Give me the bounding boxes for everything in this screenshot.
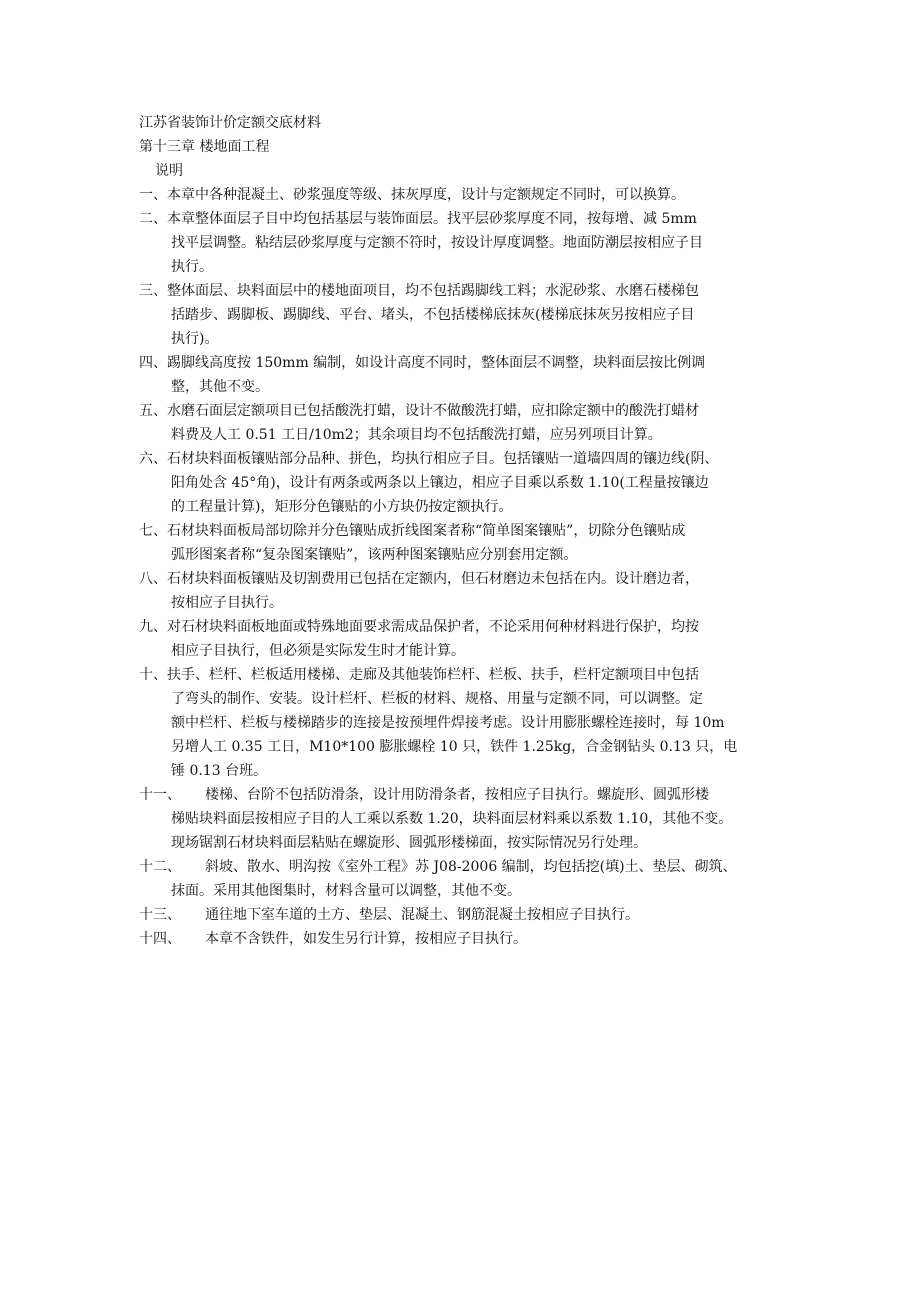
- item-text: 对石材块料面板地面或特殊地面要求需成品保护者，不论采用何种材料进行保护，均按: [167, 619, 699, 635]
- item-text: 执行。: [171, 259, 213, 275]
- item-text: 料费及人工 0.51 工日/10m2；其余项目均不包括酸洗打蜡，应另列项目计算。: [171, 427, 662, 443]
- item-text: 本章不含铁件，如发生另行计算，按相应子目执行。: [205, 931, 527, 947]
- item-number: 八、: [139, 571, 167, 587]
- item-text: 梯贴块料面层按相应子目的人工乘以系数 1.20，块料面层材料乘以系数 1.10，其他不变。: [171, 811, 733, 827]
- item-number: 十、: [139, 667, 167, 683]
- list-item: [139, 903, 799, 927]
- item-text: 额中栏杆、栏板与楼梯踏步的连接是按预埋件焊接考虑。设计用膨胀螺栓连接时，每 10m: [171, 715, 725, 731]
- document-body: [139, 111, 799, 951]
- item-number: 四、: [139, 355, 167, 371]
- item-text: 斜坡、散水、明沟按《室外工程》苏 J08-2006 编制，均包括挖(填)土、垫层、砌筑、: [205, 859, 737, 875]
- item-number: 二、: [139, 211, 167, 227]
- list-item: [139, 207, 799, 279]
- item-text: 了弯头的制作、安装。设计栏杆、栏板的材料、规格、用量与定额不同，可以调整。定: [171, 691, 703, 707]
- item-text: 找平层调整。粘结层砂浆厚度与定额不符时，按设计厚度调整。地面防潮层按相应子目: [171, 235, 703, 251]
- list-item: [139, 447, 799, 519]
- item-text: 另增人工 0.35 工日，M10*100 膨胀螺栓 10 只，铁件 1.25kg，合金钢钻头 0.13 只，电: [171, 739, 738, 755]
- list-item: [139, 615, 799, 663]
- item-number: 十二、: [139, 859, 181, 875]
- list-item: [139, 351, 799, 399]
- item-text: 石材块料面板镶贴及切割费用已包括在定额内，但石材磨边未包括在内。设计磨边者，: [167, 571, 699, 587]
- item-number: 九、: [139, 619, 167, 635]
- item-number: 十三、: [139, 907, 181, 923]
- list-item: [139, 855, 799, 903]
- item-number: 七、: [139, 523, 167, 539]
- item-text: 本章整体面层子目中均包括基层与装饰面层。找平层砂浆厚度不同，按每增、减 5mm: [167, 211, 697, 227]
- list-item: [139, 663, 799, 783]
- item-text: 本章中各种混凝土、砂浆强度等级、抹灰厚度，设计与定额规定不同时，可以换算。: [167, 187, 685, 203]
- list-item: [139, 567, 799, 615]
- item-text: 楼梯、台阶不包括防滑条，设计用防滑条者，按相应子目执行。螺旋形、圆弧形楼: [205, 787, 709, 803]
- item-text: 石材块料面板镶贴部分品种、拼色，均执行相应子目。包括镶贴一道墙四周的镶边线(阴、: [167, 451, 719, 467]
- item-text: 整，其他不变。: [171, 379, 269, 395]
- list-item: [139, 519, 799, 567]
- item-text: 阳角处含 45°角)，设计有两条或两条以上镶边，相应子目乘以系数 1.10(工程量按镶边: [171, 475, 709, 491]
- item-number: 一、: [139, 187, 167, 203]
- item-text: 弧形图案者称“复杂图案镶贴”，该两种图案镶贴应分别套用定额。: [171, 547, 578, 563]
- list-item: [139, 183, 799, 207]
- item-text: 括踏步、踢脚板、踢脚线、平台、堵头，不包括楼梯底抹灰(楼梯底抹灰另按相应子目: [171, 307, 695, 323]
- list-item: [139, 399, 799, 447]
- item-text: 相应子目执行，但必须是实际发生时才能计算。: [171, 643, 465, 659]
- item-text: 按相应子目执行。: [171, 595, 283, 611]
- item-text: 的工程量计算)，矩形分色镶贴的小方块仍按定额执行。: [171, 499, 513, 515]
- item-text: 抹面。采用其他图集时，材料含量可以调整，其他不变。: [171, 883, 521, 899]
- item-number: 五、: [139, 403, 167, 419]
- list-item: [139, 783, 799, 855]
- section-subtitle: 说明: [155, 163, 183, 179]
- item-text: 通往地下室车道的土方、垫层、混凝土、钢筋混凝土按相应子目执行。: [205, 907, 639, 923]
- list-item: [139, 927, 799, 951]
- document-title: 江苏省装饰计价定额交底材料: [139, 115, 321, 131]
- item-text: 锤 0.13 台班。: [171, 763, 268, 779]
- item-text: 踢脚线高度按 150mm 编制，如设计高度不同时，整体面层不调整，块料面层按比例调: [167, 355, 706, 371]
- item-text: 石材块料面板局部切除并分色镶贴成折线图案者称“简单图案镶贴”，切除分色镶贴成: [167, 523, 686, 539]
- list-item: [139, 279, 799, 351]
- item-number: 十一、: [139, 787, 181, 803]
- chapter-title: 第十三章 楼地面工程: [139, 139, 270, 155]
- item-text: 水磨石面层定额项目已包括酸洗打蜡，设计不做酸洗打蜡，应扣除定额中的酸洗打蜡材: [167, 403, 699, 419]
- item-text: 整体面层、块料面层中的楼地面项目，均不包括踢脚线工料；水泥砂浆、水磨石楼梯包: [167, 283, 699, 299]
- item-number: 十四、: [139, 931, 181, 947]
- item-text: 现场锯割石材块料面层粘贴在螺旋形、圆弧形楼梯面，按实际情况另行处理。: [171, 835, 647, 851]
- item-text: 扶手、栏杆、栏板适用楼梯、走廊及其他装饰栏杆、栏板、扶手，栏杆定额项目中包括: [167, 667, 699, 683]
- item-text: 执行)。: [171, 331, 219, 347]
- item-number: 三、: [139, 283, 167, 299]
- item-number: 六、: [139, 451, 167, 467]
